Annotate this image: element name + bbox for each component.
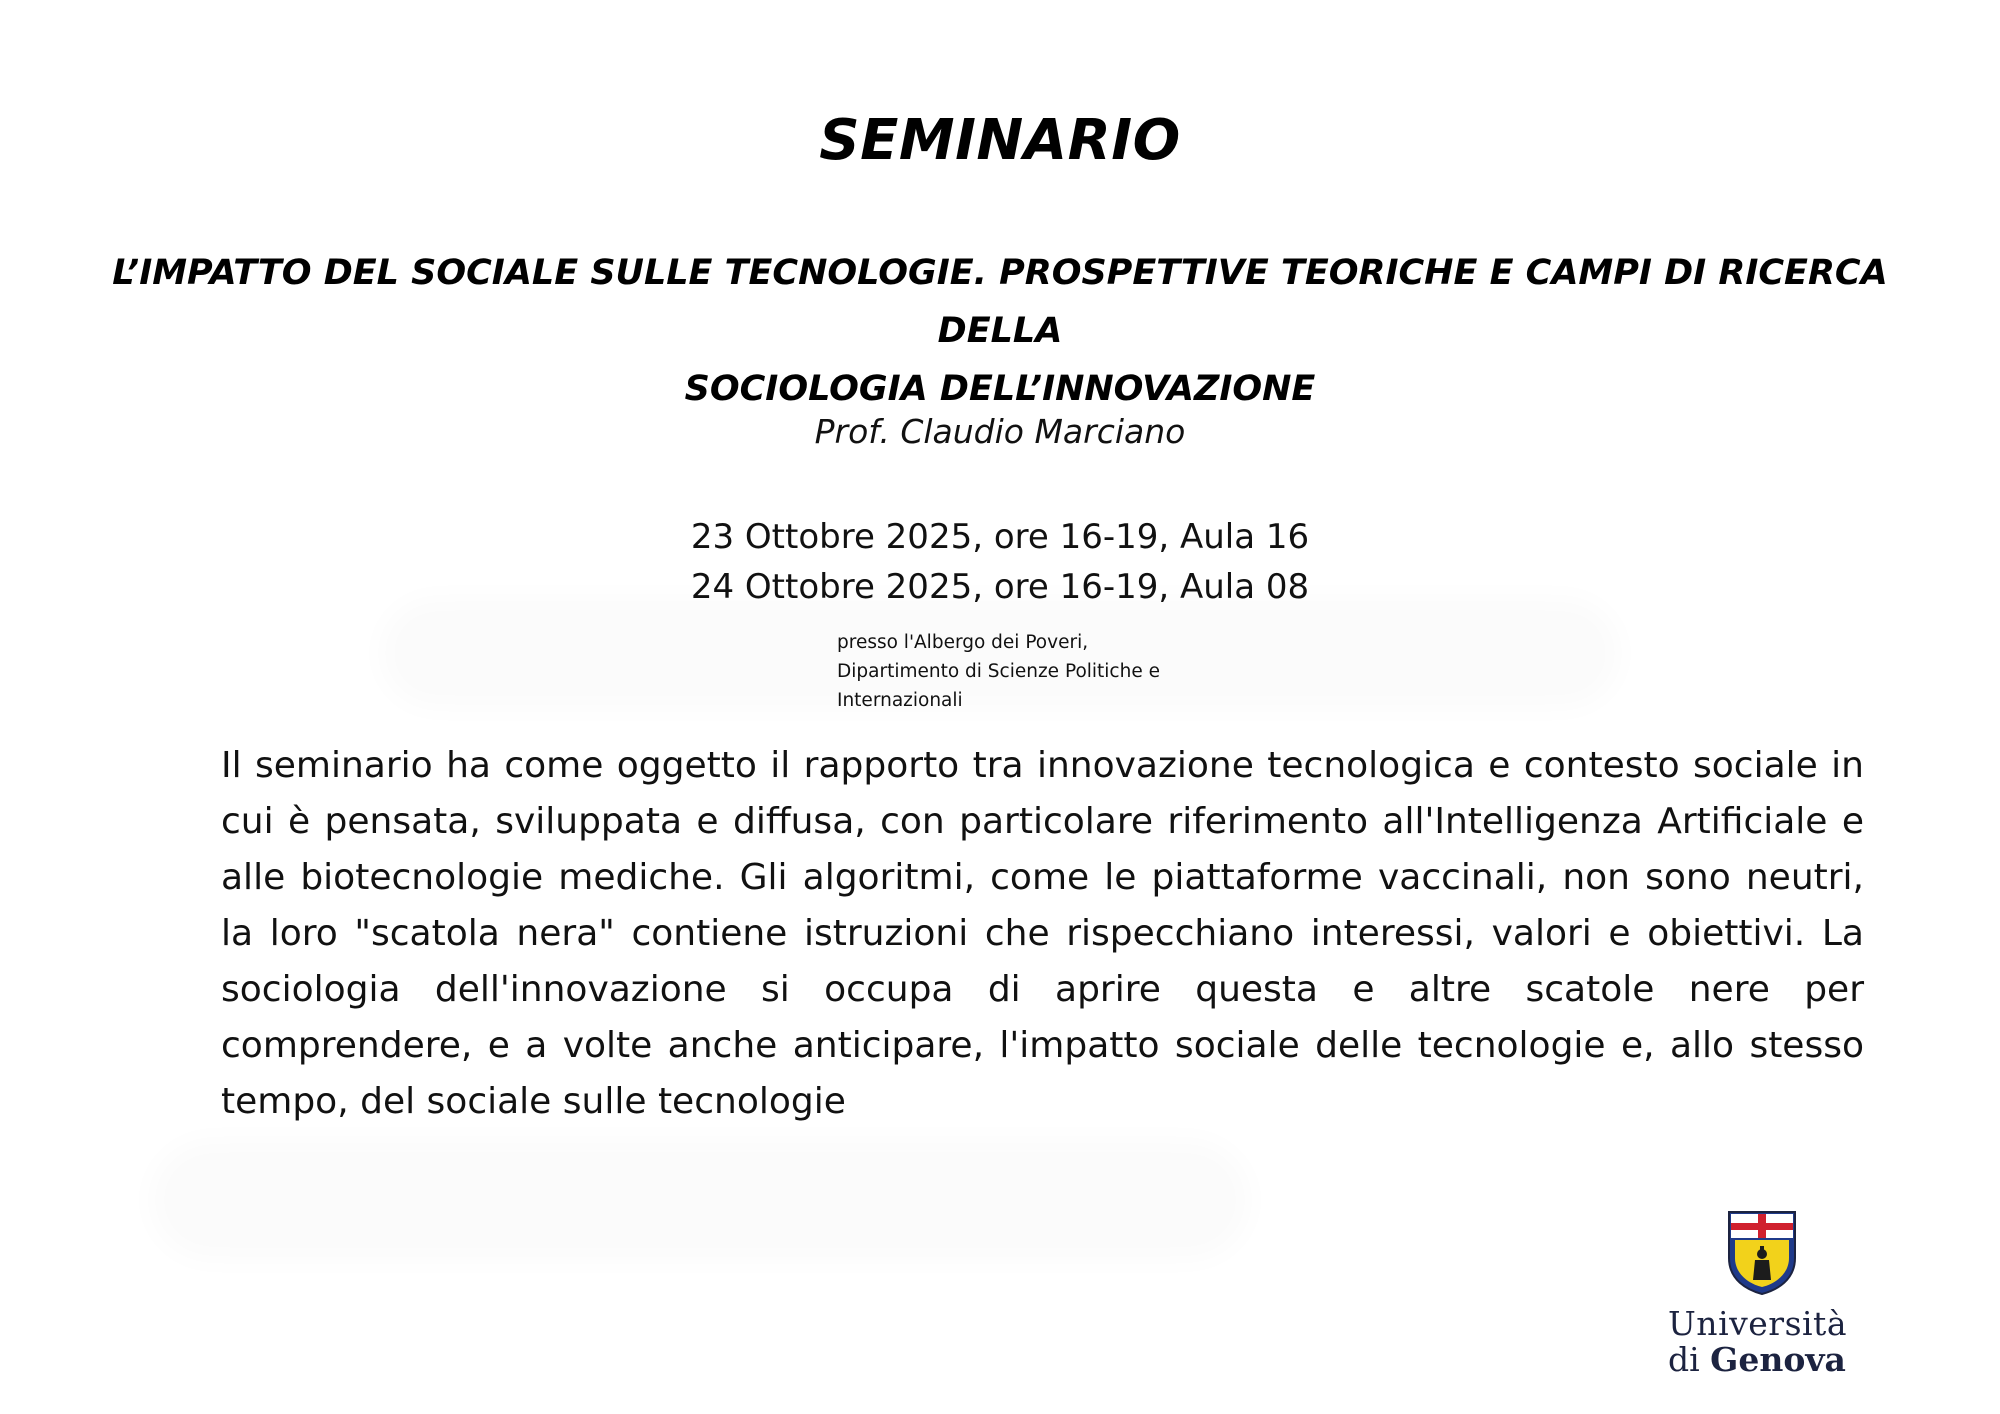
session-dates	[0, 512, 2000, 612]
seminar-subtitle	[80, 244, 1920, 418]
university-logo	[1668, 1210, 1864, 1380]
university-name-line-2	[1668, 1342, 1864, 1378]
page-title: SEMINARIO	[819, 108, 1181, 173]
venue-line-2: Dipartimento di Scienze Politiche e	[837, 661, 1160, 682]
university-name-city: Genova	[1710, 1340, 1846, 1379]
seminar-description: Il seminario ha come oggetto il rapporto tra innovazione tecnologica e contesto sociale in cui è pensata, sviluppata e diffusa, con particolare riferimento all'Intelligenza Artificiale e alle biotecnologie mediche. Gli algoritmi, come le piattaforme vaccinali, non sono neutri, la loro "scatola nera" contiene istruzioni che rispecchiano interessi, valori e obiettivi. La sociologia dell'innovazione si occupa di aprire questa e altre scatole nere per comprendere, e a volte anche anticipare, l'impatto sociale delle tecnologie e, allo stesso tempo, del sociale sulle tecnologie	[221, 745, 1864, 1122]
subtitle-line-2: SOCIOLOGIA DELL’INNOVAZIONE	[684, 369, 1316, 409]
university-shield-icon	[1727, 1210, 1797, 1296]
university-name-prefix: di	[1668, 1340, 1711, 1379]
session-date-2: 24 Ottobre 2025, ore 16-19, Aula 08	[690, 567, 1310, 607]
venue-line-3: Internazionali	[837, 690, 963, 711]
venue-info	[837, 628, 1160, 715]
faded-band-bottom	[170, 1160, 1230, 1240]
subtitle-line-1: L’IMPATTO DEL SOCIALE SULLE TECNOLOGIE. PROSPETTIVE TEORICHE E CAMPI DI RICERCA DELLA	[112, 253, 1888, 351]
session-date-1: 23 Ottobre 2025, ore 16-19, Aula 16	[690, 517, 1310, 557]
venue-line-1: presso l'Albergo dei Poveri,	[837, 632, 1089, 653]
speaker-name: Prof. Claudio Marciano	[814, 412, 1186, 451]
university-name	[1668, 1306, 1864, 1378]
university-name-line-1: Università	[1668, 1304, 1847, 1343]
